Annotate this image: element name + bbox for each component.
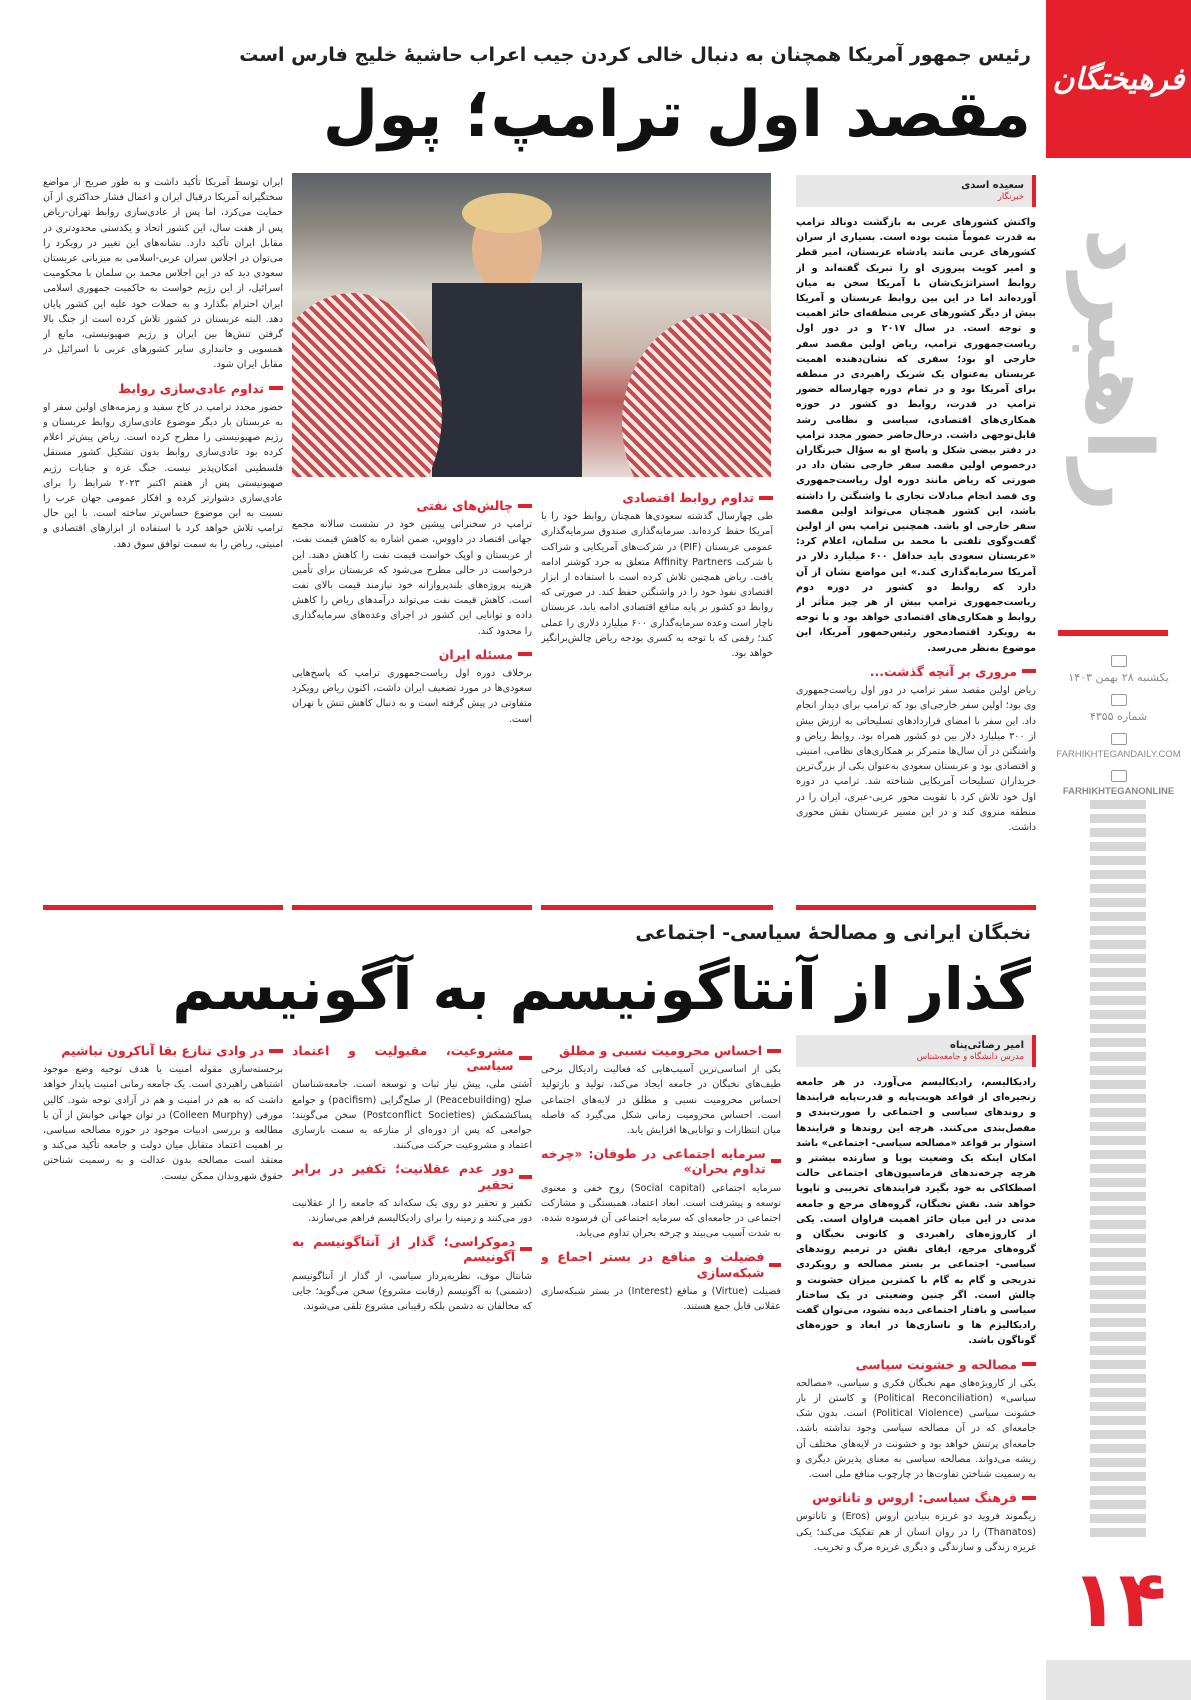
photo-keffiyeh-left	[292, 293, 442, 477]
page-number: ۱۴	[1070, 1555, 1167, 1645]
column-rule	[541, 905, 773, 910]
paragraph: شانتال موف، نظریه‌پرداز سیاسی، از گذار از آنتاگونیسم (دشمنی) به آگونیسم (رقابت مشروع) سخن می‌گوید؛ جایی که مخالفان نه دشمن بلکه رقیبانی مشروع تلقی می‌شوند.	[292, 1270, 532, 1313]
photo-hair	[462, 193, 552, 233]
social-handle[interactable]: FARHIKHTEGANONLINE	[1062, 786, 1175, 797]
paragraph: یکی از کارویژه‌های مهم نخبگان فکری و سیاسی، «مصالحه سیاسی» (Political Reconciliation) و کاستن از بار خشونت سیاسی (Political Violence) است. بدون شک جامعه‌ای که در آن مصالحه سیاسی وجود نداشته باشد، جامعه‌ای پرتنش خواهد بود و خشونت در لایه‌های مختلف آن ریشه می‌دواند. مصالحه سیاسی به معنای پذیرش دیگری و به رسمیت شناختن تفاوت‌ها در چارچوب منافع ملی است.	[796, 1377, 1036, 1481]
article1-headline: مقصد اول ترامپ؛ پول	[322, 78, 1031, 152]
article1-col-4	[43, 175, 283, 903]
article1-lead: واکنش کشورهای عربی به بازگشت دونالد ترامپ به قدرت عموماً مثبت بوده است. بسیاری از سران کشورهای عربی مانند پادشاه عربستان، امیر قطر و امیر کویت پیروزی او را تبریک گفته‌اند و از روابط استراتژیک‌شان با آمریکا سخن به میان آورده‌اند اما در این بین روابط عربستان و آمریکا بیش از دیگر کشورهای عربی منطقه‌ای حائز اهمیت و توجه است. در سال ۲۰۱۷ و در دور اول ریاست‌جمهوری ترامپ، ریاض اولین مقصد سفر خارجی او بود؛ سفری که نشان‌دهنده اهمیت عربستان به‌عنوان یک شریک راهبردی در منطقه برای آمریکا بود و در تمام دوره چهارساله حضور ترامپ در قدرت، روابط دو کشور در حوزه همکاری‌های اقتصادی، سیاسی و نظامی رشد قابل‌توجهی داشت. درحال‌حاضر حضور مجدد ترامپ در دفتر بیضی شکل و پاسخ او به سؤال خبرنگاران درخصوص اولین مقصد سفر خارجی نشان داد در صورتی که ریاض مانند دوره اول ریاست‌جمهوری وی قصد انجام مبادلات تجاری با واشنگتن را داشته باشد، این کشور همچنان می‌تواند اولین مقصد سفر خارجی او باشد. همچنین ترامپ پس از اولین گفت‌وگوی تلفنی با محمد بن سلمان، اعلام کرد: «عربستان سعودی باید حداقل ۶۰۰ میلیارد دلار در آمریکا سرمایه‌گذاری کند.» این مواضع نشان از آن دارد که روابط دو کشور در دوره دوم ریاست‌جمهوری ترامپ بیش از هر چیز متأثر از روابط و همکاری‌های اقتصادی خواهد بود و با توجه به رویکرد اقتصادمحور رئیس‌جمهور آمریکا، این موضوع به‌نظر می‌رسد.	[796, 217, 1036, 654]
author-role: مدرس دانشگاه و جامعه‌شناس	[916, 1052, 1024, 1062]
author-name: سعیده اسدی	[961, 180, 1024, 191]
article2-col-3	[292, 1035, 532, 1690]
subheading: دموکراسی؛ گذار از آنتاگونیسم به آگونیسم	[292, 1234, 532, 1264]
section-label: راهبرد	[1066, 228, 1171, 512]
paragraph: سرمایه اجتماعی (Social capital) روح خفی و معنوی توسعه و پیشرفت است. ابعاد اعتماد، همبستگی و مشارکت اجتماعی در جامعه‌ای که سرمایه اجتماعی آن فرسوده شده، به شدت آسیب می‌بیند و چرخه بحران تداوم می‌یابد.	[541, 1182, 781, 1240]
paragraph: حضور مجدد ترامپ در کاخ سفید و زمزمه‌های اولین سفر او به عربستان بار دیگر موضوع عادی‌سازی روابط عربستان و رژیم صهیونیستی را مطرح کرده است. ریاض پیش‌تر اعلام کرده بود عادی‌سازی روابط بدون تشکیل کشور مستقل فلسطینی امکان‌پذیر نیست. جنگ غزه و جنایات رژیم صهیونیستی پس از هفتم اکتبر ۲۰۲۳ شرایط را برای عادی‌سازی دشوارتر کرده و افکار عمومی جهان عرب را نسبت به این موضوع حساس‌تر ساخته است. با این حال ترامپ تلاش خواهد کرد با استفاده از ابزارهای اقتصادی و امنیتی، ریاض را به سمت توافق سوق دهد.	[43, 401, 283, 550]
article2-col-4	[43, 1035, 283, 1690]
issue-number: شماره ۴۳۵۵	[1089, 710, 1148, 723]
article2-col-2	[541, 1035, 781, 1690]
subheading: مصالحه و خشونت سیاسی	[796, 1357, 1036, 1372]
subheading: مسئله ایران	[292, 647, 532, 662]
subheading: چالش‌های نفتی	[292, 498, 532, 513]
section-name	[1046, 170, 1191, 570]
issue-number-icon	[1111, 694, 1127, 706]
author-name: امیر رضائی‌پناه	[950, 1040, 1024, 1051]
issue-date: یکشنبه ۲۸ بهمن ۱۴۰۳	[1068, 671, 1169, 684]
issue-info	[1046, 645, 1191, 797]
decorative-stripes	[1090, 800, 1146, 1540]
subheading: تداوم عادی‌سازی روابط	[43, 381, 283, 396]
footer-bar	[1046, 1660, 1191, 1700]
subheading: مروری بر آنچه گذشت...	[796, 664, 1036, 679]
paragraph: ترامپ در سخنرانی پیشین خود در نشست سالانه مجمع جهانی اقتصاد در داووس، ضمن اشاره به کاهش قیمت نفت، از عربستان و اوپک خواست قیمت نفت را کاهش دهند. این درخواست در حالی مطرح می‌شود که عربستان برای تأمین هزینه پروژه‌های بلندپروازانه خود نیازمند قیمت بالای نفت است. کاهش قیمت نفت می‌تواند درآمدهای ریاض را کاهش داده و توانایی این کشور در اجرای وعده‌های سرمایه‌گذاری را محدود کند.	[292, 519, 532, 637]
article1-col-1	[796, 175, 1036, 903]
column-rule	[292, 905, 532, 910]
subheading: در وادی تنازع بقا آناکرون نباشیم	[43, 1043, 283, 1058]
article1-col-3	[292, 490, 532, 903]
paragraph: یکی از اساسی‌ترین آسیب‌هایی که فعالیت رادیکال برخی طیف‌های نخبگان در جامعه ایجاد می‌کند، تولید و بازتولید احساس محرومیت نسبی و مطلق در لایه‌های اجتماعی است. احساس محرومیت زمانی شکل می‌گیرد که فاصله میان انتظارات و توانایی‌ها افزایش یابد.	[541, 1064, 781, 1137]
column-rule	[43, 905, 283, 910]
author-role: خبرنگار	[997, 192, 1024, 202]
sidebar-divider	[1058, 630, 1168, 636]
paragraph: فضیلت (Virtue) و منافع (Interest) در بستر شبکه‌سازی عقلانی قابل جمع هستند.	[541, 1285, 781, 1313]
website-link[interactable]: FARHIKHTEGANDAILY.COM	[1056, 749, 1181, 760]
social-icon	[1111, 770, 1127, 782]
author-box	[796, 1035, 1036, 1067]
article2-lead: رادیکالیسم، رادیکالیسم می‌آورد. در هر جامعه زنجیره‌ای از قواعد هویت‌پایه و قدرت‌پایه فرایندها و روندهای سیاسی و اجتماعی را صورت‌بندی و مفصل‌بندی می‌کنند. هرچه این روندها و فرایندها استوار بر قواعد «مصالحه سیاسی- اجتماعی» باشد امکان اینکه یک وضعیت پویا و سازنده بیشتر و هرچه چرخه‌ندهای فرماسیون‌های اجتماعی حالت اصطکاکی به خود بگیرد فرایندهای تخریبی و ناپویا خواهد شد. نقش نخبگان، گروه‌های مرجع و جامعه مدنی در این میان حائز اهمیت فراوان است. یکی از کاروژه‌های راهبردی و کانونی نخبگان و گروه‌های مرجع، ایفای نقش در ترمیم روندهای سیاسی- اجتماعی بر بستر مصالحه و رویکردی تدریجی و گام به گام با کمترین میزان خشونت و چالش است. اگر چنین وضعیتی در یک ساختار سیاسی و بافتار اجتماعی دیده نشود، می‌توان گفت رادیکالیزم ها و ناسازی‌ها در ابعاد و حوزه‌های گوناگون باشد.	[796, 1077, 1036, 1347]
column-rule	[796, 905, 1036, 910]
newspaper-logo	[1046, 0, 1191, 158]
paragraph: برجسته‌سازی مقوله امنیت یا هدف توجیه وضع موجود اشتباهی راهبردی است. یک جامعه زمانی امنیت پایدار خواهد داشت که به هم در امنیت و هم در آزادی توجه شود. کالین مورفی (Colleen Murphy) در توان جهانی خوانش از آن با مطالعه و بررسی ادبیات موجود در حوزه مصالحه سیاسی، بر اهمیت اعتماد متقابل میان دولت و جامعه تأکید می‌کند و معتقد است مصالحه بدون عدالت و به رسمیت شناختن حقوق شهروندان ممکن نیست.	[43, 1064, 283, 1182]
article2-col-1	[796, 1035, 1036, 1690]
subheading: سرمایه اجتماعی در طوفان: «چرخه تداوم بحران»	[541, 1146, 781, 1176]
article1-photo	[292, 173, 771, 477]
article1-col-2	[541, 490, 773, 903]
paragraph: برخلاف دوره اول ریاست‌جمهوری ترامپ که پاسخ‌هایی سعودی‌ها در مورد تضعیف ایران داشت، اکنون ریاض رویکرد متفاوتی در پیش گرفته است و به دنبال کاهش تنش با تهران است.	[292, 668, 532, 725]
subheading: دور عدم عقلانیت؛ تکفیر در برابر تحقیر	[292, 1161, 532, 1191]
photo-suit	[432, 283, 582, 477]
website-icon	[1111, 733, 1127, 745]
subheading: مشروعیت، مقبولیت و اعتماد سیاسی	[292, 1043, 532, 1073]
subheading: فضیلت و منافع در بستر اجماع و شبکه‌سازی	[541, 1249, 781, 1279]
article2-headline: گذار از آنتاگونیسم به آگونیسم	[172, 955, 1031, 1023]
paragraph: زیگموند فروید دو غریزه بنیادین اروس (Eros) و تاناتوس (Thanatos) را در روان انسان از هم تفکیک می‌کند؛ یکی غریزه زندگی و سازندگی و دیگری غریزه مرگ و تخریب.	[796, 1511, 1036, 1553]
paragraph: ریاض اولین مقصد سفر ترامپ در دور اول ریاست‌جمهوری وی بود؛ اولین سفر خارجی‌ای بود که ترامپ برای دیدار انجام داد. این سفر با امضای قراردادهای تسلیحاتی به ارزش بیش از ۳۰۰ میلیارد دلار بین دو کشور همراه بود. روابط ریاض و واشنگتن در آن سال‌ها متمرکز بر همکاری‌های نظامی، امنیتی و اقتصادی بود و عربستان سعودی به‌عنوان یکی از بزرگ‌ترین خریداران تسلیحات آمریکایی شناخته شد. ترامپ در دوره اول خود تلاش کرد با تقویت محور عربی-عبری، ایران را در منطقه منزوی کند و در این مسیر عربستان نقش محوری داشت.	[796, 685, 1036, 833]
paragraph: طی چهارسال گذشته سعودی‌ها همچنان روابط خود را با آمریکا حفظ کرده‌اند. سرمایه‌گذاری صندوق سرمایه‌گذاری عمومی عربستان (PIF) در شرکت‌های آمریکایی و شراکت با شرکت Affinity Partners متعلق به جرد کوشنر ادامه یافت. ریاض همچنین تلاش کرده است با استفاده از ابزار اقتصادی نفوذ خود را در واشنگتن حفظ کند. در صورتی که روابط دو کشور بر پایه منافع اقتصادی ادامه یابد، عربستان ناچار است وعده سرمایه‌گذاری ۶۰۰ میلیارد دلاری را عملی کند؛ رقمی که با توجه به کسری بودجه ریاض چالش‌برانگیز خواهد بود.	[541, 511, 773, 660]
author-box	[796, 175, 1036, 207]
article2-kicker: نخبگان ایرانی و مصالحهٔ سیاسی- اجتماعی	[635, 922, 1031, 944]
subheading: احساس محرومیت نسبی و مطلق	[541, 1043, 781, 1058]
photo-keffiyeh-right	[622, 313, 771, 477]
subheading: تداوم روابط اقتصادی	[541, 490, 773, 505]
logo-text: فرهیختگان	[1052, 61, 1185, 97]
subheading: فرهنگ سیاسی: اروس و تاناتوس	[796, 1490, 1036, 1505]
calendar-icon	[1111, 655, 1127, 667]
article1-kicker: رئیس جمهور آمریکا همچنان به دنبال خالی کردن جیب اعراب حاشیهٔ خلیج فارس است	[239, 44, 1031, 66]
paragraph: ایران توسط آمریکا تأکید داشت و به طور صریح از مواضع سختگیرانه آمریکا درقبال ایران و اعمال فشار حداکثری از آن حمایت می‌کرد، اما پس از عادی‌سازی روابط تهران-ریاض پس از هفت سال، این کشور اتحاد و یکدستی محدودتری در مقابل ایران تأکید دارد. نشانه‌های این تغییر در رویکرد را می‌توان در اجلاس سران عربی-اسلامی به میزبانی عربستان سعودی دید که در این اجلاس محمد بن سلمان با محکومیت اسرائیل، از این رژیم خواست به حاکمیت جمهوری اسلامی ایران احترام بگذارد و به حملات خود علیه این کشور پایان دهد. البته عربستان در کشور تلاش کرده است از جنگ بالا گرفتن تنش‌ها بین ایران و رژیم صهیونیستی، مانع از همسویی و جانبداری سایر کشورهای عربی با اسرائیل در مقابل ایران شود.	[43, 177, 283, 371]
paragraph: آشتی ملی، پیش نیاز ثبات و توسعه است. جامعه‌شناسان صلح (Peacebuilding) از صلح‌گرایی (pacifism) و جوامع پساکشمکش (Postconflict Societies) سخن می‌گویند؛ جوامعی که پس از دوره‌ای از منازعه به سمت بازسازی اعتماد و مشروعیت حرکت می‌کنند.	[292, 1079, 532, 1152]
paragraph: تکفیر و تحقیر دو روی یک سکه‌اند که جامعه را از عقلانیت دور می‌کنند و زمینه را برای رادیکالیسم فراهم می‌سازند.	[292, 1197, 532, 1225]
